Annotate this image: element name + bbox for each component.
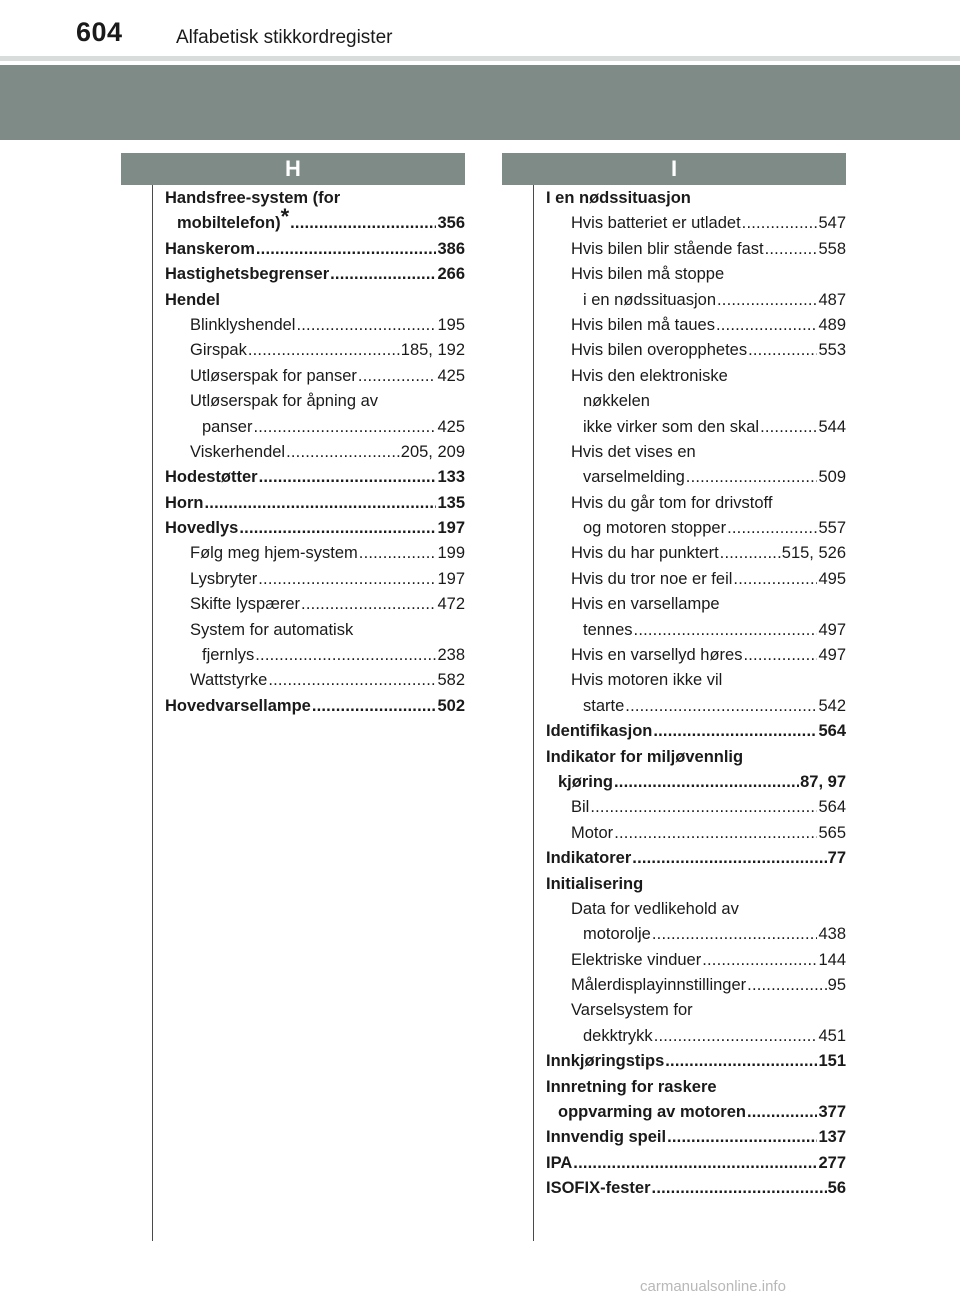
index-entry: [165, 668, 465, 693]
index-entry: [546, 795, 846, 820]
entry-term: Elektriske vinduer: [571, 950, 702, 969]
index-entry: [546, 211, 846, 236]
entry-term: Innretning for raskere: [546, 1077, 717, 1096]
index-entry: [546, 999, 846, 1024]
entry-term: Hanskerom: [165, 239, 255, 258]
index-entry: [546, 364, 846, 389]
entry-term: Motor: [571, 823, 614, 842]
dot-leader: [702, 948, 817, 973]
dot-leader: [716, 313, 817, 338]
dot-leader: [359, 541, 437, 566]
index-column-left: [165, 186, 465, 719]
index-entry: [546, 465, 846, 490]
dot-leader: [239, 516, 436, 541]
entry-page: 135: [437, 493, 465, 512]
index-entry: [165, 516, 465, 541]
entry-term: starte: [583, 696, 625, 715]
dot-leader: [760, 415, 817, 440]
index-entry: [546, 821, 846, 846]
index-entry: [165, 694, 465, 719]
dot-leader: [686, 465, 818, 490]
entry-term: Følg meg hjem-system: [190, 544, 358, 563]
entry-term: panser: [202, 417, 253, 436]
dot-leader: [742, 211, 818, 236]
dot-leader: [720, 541, 781, 566]
index-entry: [165, 288, 465, 313]
entry-term: Hvis du har punktert: [571, 544, 719, 563]
index-entry: [546, 846, 846, 871]
asterisk-mark: *: [280, 204, 290, 230]
index-entry: [546, 922, 846, 947]
index-entry: [546, 237, 846, 262]
entry-term: Handsfree-system (for: [165, 188, 341, 207]
entry-term: Hvis bilen blir stående fast: [571, 239, 764, 258]
dot-leader: [258, 567, 436, 592]
entry-page: 205, 209: [400, 442, 465, 461]
entry-term: dekktrykk: [583, 1026, 653, 1045]
index-entry: [546, 415, 846, 440]
entry-page: 489: [818, 315, 846, 334]
entry-page: 266: [437, 265, 465, 284]
index-entry: [546, 440, 846, 465]
entry-term: Hovedvarsellampe: [165, 696, 311, 715]
entry-term: Hvis motoren ikke vil: [571, 671, 723, 690]
index-entry: [546, 1049, 846, 1074]
index-entry: [165, 465, 465, 490]
index-entry: [165, 592, 465, 617]
dot-leader: [665, 1049, 817, 1074]
dot-leader: [205, 491, 437, 516]
entry-term: Innkjøringstips: [546, 1052, 665, 1071]
entry-term: Utløserspak for panser: [190, 366, 357, 385]
entry-term: Hovedlys: [165, 519, 239, 538]
dot-leader: [634, 618, 818, 643]
index-entry: [165, 237, 465, 262]
dot-leader: [747, 1100, 818, 1125]
entry-term: ikke virker som den skal: [583, 417, 760, 436]
entry-page: 438: [818, 925, 846, 944]
entry-page: 144: [818, 950, 846, 969]
dot-leader: [301, 592, 436, 617]
entry-term: I en nødssituasjon: [546, 188, 691, 207]
index-entry: [165, 541, 465, 566]
entry-term: Hvis bilen overopphetes: [571, 341, 748, 360]
dot-leader: [632, 846, 826, 871]
dot-leader: [248, 338, 400, 363]
dot-leader: [290, 211, 436, 236]
entry-term: Blinklyshendel: [190, 315, 296, 334]
page-title: Alfabetisk stikkordregister: [176, 27, 393, 48]
entry-page: 185, 192: [400, 341, 465, 360]
entry-term: IPA: [546, 1153, 573, 1172]
index-entry: [546, 541, 846, 566]
index-entry: [546, 338, 846, 363]
index-entry: [546, 313, 846, 338]
entry-page: 238: [437, 646, 465, 665]
entry-page: 564: [818, 722, 846, 741]
entry-page: 487: [818, 290, 846, 309]
entry-page: 87, 97: [800, 772, 846, 791]
entry-page: 515, 526: [781, 544, 846, 563]
entry-page: 495: [818, 569, 846, 588]
entry-term: System for automatisk: [190, 620, 354, 639]
entry-term: Hvis bilen må stoppe: [571, 265, 725, 284]
entry-page: 557: [818, 519, 846, 538]
dot-leader: [268, 668, 436, 693]
index-entry: [165, 204, 465, 236]
entry-page: 547: [818, 214, 846, 233]
index-entry: [546, 288, 846, 313]
entry-page: 497: [818, 620, 846, 639]
index-entry: [546, 592, 846, 617]
entry-page: 509: [818, 468, 846, 487]
entry-term: Hvis den elektroniske: [571, 366, 728, 385]
index-entry: [165, 618, 465, 643]
letter-heading-left: H: [121, 153, 465, 185]
entry-term: varselmelding: [583, 468, 685, 487]
entry-term: fjernlys: [202, 646, 255, 665]
entry-page: 195: [437, 315, 465, 334]
index-entry: [546, 1024, 846, 1049]
entry-page: 137: [818, 1128, 846, 1147]
index-entry: [165, 415, 465, 440]
header-rule: [0, 56, 960, 61]
index-entry: [165, 643, 465, 668]
entry-term: Indikator for miljøvennlig: [546, 747, 744, 766]
entry-term: tennes: [583, 620, 633, 639]
entry-page: 502: [437, 696, 465, 715]
dot-leader: [253, 415, 436, 440]
index-entry: [165, 567, 465, 592]
entry-term: Skifte lyspærer: [190, 595, 301, 614]
header-band: [0, 65, 960, 140]
column-rule-left: [152, 185, 153, 1241]
entry-term: Målerdisplayinnstillinger: [571, 976, 747, 995]
dot-leader: [573, 1151, 817, 1176]
entry-page: 277: [818, 1153, 846, 1172]
index-column-right: [546, 186, 846, 1202]
entry-term: Identifikasjon: [546, 722, 653, 741]
entry-term: Utløserspak for åpning av: [190, 392, 379, 411]
entry-page: 542: [818, 696, 846, 715]
page-number: 604: [76, 17, 123, 47]
entry-page: 56: [827, 1179, 846, 1198]
entry-page: 544: [818, 417, 846, 436]
entry-page: 425: [437, 417, 465, 436]
entry-term: Hastighetsbegrenser: [165, 265, 330, 284]
index-entry: [165, 491, 465, 516]
entry-term: nøkkelen: [583, 392, 650, 411]
index-entry: [546, 643, 846, 668]
index-entry: [546, 1075, 846, 1100]
dot-leader: [256, 237, 437, 262]
dot-leader: [625, 694, 817, 719]
entry-page: 582: [437, 671, 465, 690]
entry-term: oppvarming av motoren: [558, 1103, 746, 1122]
index-entry: [165, 338, 465, 363]
entry-page: 199: [437, 544, 465, 563]
index-entry: [546, 668, 846, 693]
dot-leader: [747, 973, 826, 998]
entry-page: 558: [818, 239, 846, 258]
index-entry: [546, 973, 846, 998]
entry-term: Hvis batteriet er utladet: [571, 214, 741, 233]
entry-term: ISOFIX-fester: [546, 1179, 651, 1198]
index-entry: [546, 770, 846, 795]
entry-page: 151: [818, 1052, 846, 1071]
dot-leader: [653, 719, 817, 744]
letter-heading-right: I: [502, 153, 846, 185]
entry-page: 425: [437, 366, 465, 385]
entry-page: 197: [437, 569, 465, 588]
index-entry: [546, 516, 846, 541]
index-entry: [546, 694, 846, 719]
index-entry: [165, 440, 465, 465]
entry-term: Initialisering: [546, 874, 644, 893]
entry-term: Hvis bilen må taues: [571, 315, 715, 334]
entry-page: 77: [827, 849, 846, 868]
entry-term: mobiltelefon)*: [177, 204, 290, 233]
index-entry: [546, 1125, 846, 1150]
dot-leader: [743, 643, 817, 668]
entry-term: Horn: [165, 493, 204, 512]
index-entry: [165, 364, 465, 389]
dot-leader: [748, 338, 817, 363]
entry-term: kjøring: [558, 772, 614, 791]
dot-leader: [255, 643, 436, 668]
entry-page: 451: [818, 1026, 846, 1045]
index-entry: [165, 389, 465, 414]
dot-leader: [733, 567, 817, 592]
entry-term: Indikatorer: [546, 849, 632, 868]
entry-page: 553: [818, 341, 846, 360]
entry-term: Viskerhendel: [190, 442, 286, 461]
watermark: carmanualsonline.info: [640, 1278, 786, 1295]
entry-term: Hodestøtter: [165, 468, 258, 487]
index-entry: [546, 1100, 846, 1125]
entry-term: Hvis du tror noe er feil: [571, 569, 733, 588]
index-entry: [546, 567, 846, 592]
column-rule-right: [533, 185, 534, 1241]
entry-term: Bil: [571, 798, 590, 817]
dot-leader: [652, 922, 818, 947]
dot-leader: [614, 770, 799, 795]
index-entry: [546, 186, 846, 211]
dot-leader: [654, 1024, 818, 1049]
entry-term: Hvis en varsellyd høres: [571, 646, 743, 665]
entry-term: Varselsystem for: [571, 1001, 693, 1020]
dot-leader: [765, 237, 818, 262]
entry-page: 133: [437, 468, 465, 487]
dot-leader: [259, 465, 437, 490]
entry-term: og motoren stopper: [583, 519, 727, 538]
entry-term: Hendel: [165, 290, 221, 309]
entry-page: 386: [437, 239, 465, 258]
dot-leader: [590, 795, 817, 820]
dot-leader: [358, 364, 437, 389]
entry-term: Hvis du går tom for drivstoff: [571, 493, 773, 512]
index-entry: [546, 872, 846, 897]
dot-leader: [614, 821, 817, 846]
entry-page: 564: [818, 798, 846, 817]
entry-page: 356: [437, 214, 465, 233]
entry-term: Innvendig speil: [546, 1128, 667, 1147]
index-entry: [546, 389, 846, 414]
entry-term: Wattstyrke: [190, 671, 268, 690]
index-entry: [165, 313, 465, 338]
index-entry: [546, 1176, 846, 1201]
dot-leader: [652, 1176, 827, 1201]
index-entry: [546, 491, 846, 516]
entry-page: 472: [437, 595, 465, 614]
entry-page: 95: [827, 976, 846, 995]
entry-term: i en nødssituasjon: [583, 290, 716, 309]
index-entry: [546, 897, 846, 922]
index-entry: [546, 745, 846, 770]
entry-term: Data for vedlikehold av: [571, 899, 739, 918]
entry-page: 377: [818, 1103, 846, 1122]
dot-leader: [296, 313, 436, 338]
index-entry: [165, 262, 465, 287]
entry-term: Lysbryter: [190, 569, 258, 588]
entry-page: 197: [437, 519, 465, 538]
dot-leader: [286, 440, 400, 465]
entry-term: motorolje: [583, 925, 651, 944]
dot-leader: [727, 516, 817, 541]
dot-leader: [717, 288, 817, 313]
entry-term: Hvis det vises en: [571, 442, 696, 461]
entry-term: Girspak: [190, 341, 247, 360]
entry-term: Hvis en varsellampe: [571, 595, 720, 614]
entry-page: 565: [818, 823, 846, 842]
index-entry: [546, 719, 846, 744]
index-entry: [546, 618, 846, 643]
index-entry: [546, 1151, 846, 1176]
index-entry: [546, 262, 846, 287]
dot-leader: [312, 694, 437, 719]
entry-page: 497: [818, 646, 846, 665]
dot-leader: [330, 262, 436, 287]
index-entry: [546, 948, 846, 973]
dot-leader: [667, 1125, 817, 1150]
